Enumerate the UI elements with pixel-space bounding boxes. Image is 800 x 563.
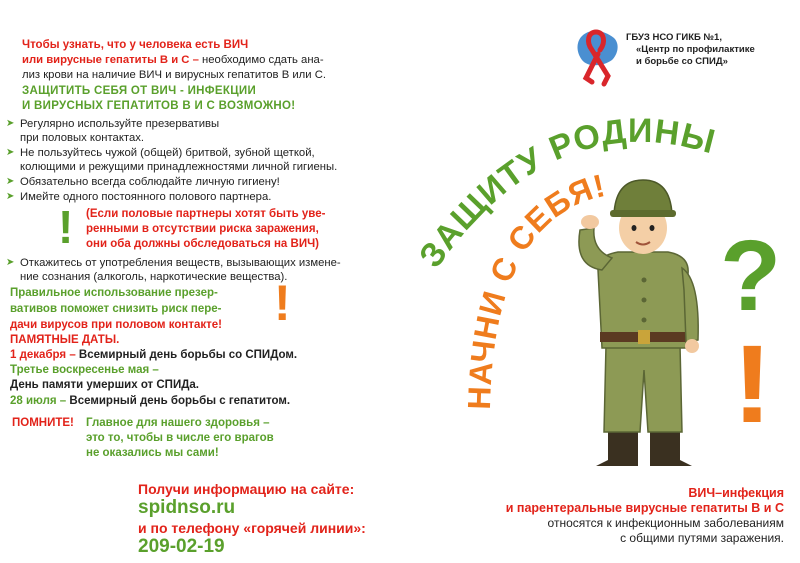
exclamation-icon: ! xyxy=(732,323,773,446)
remember-line3: не оказались мы сами! xyxy=(86,447,219,459)
exclamation-icon: ! xyxy=(58,201,74,253)
org-line2: «Центр по профилактике xyxy=(636,44,755,55)
bullet-5-line1: Откажитесь от употребления веществ, вызывающих измене- xyxy=(20,257,341,269)
partners-note-line2: ренными в отсутствии риска заражения, xyxy=(86,223,319,235)
intro-line3: лиз крови на наличие ВИЧ и вирусных гепатитов В или С. xyxy=(22,69,327,81)
bullet-icon: ➤ xyxy=(6,191,15,202)
left-panel xyxy=(0,0,398,563)
remember-line1: Главное для нашего здоровья – xyxy=(86,417,270,429)
site-link[interactable]: spidnso.ru xyxy=(138,497,236,518)
footer-line2: и парентеральные вирусные гепатиты В и С xyxy=(505,501,784,515)
condom-note-line3: дачи вирусов при половом контакте! xyxy=(10,319,222,331)
intro-line1: Чтобы узнать, что у человека есть ВИЧ xyxy=(22,39,249,51)
footer-line1: ВИЧ–инфекция xyxy=(688,486,784,500)
hotline-phone[interactable]: 209-02-19 xyxy=(138,536,225,557)
date-1: 1 декабря – Всемирный день борьбы со СПИДом. xyxy=(10,349,298,361)
partners-note-line1: (Если половые партнеры хотят быть уве- xyxy=(86,208,326,220)
bullet-1-line1: Регулярно используйте презервативы xyxy=(20,118,220,130)
org-line1: ГБУЗ НСО ГИКБ №1, xyxy=(626,32,722,43)
question-mark-icon: ? xyxy=(720,220,782,332)
date-3: 28 июля – Всемирный день борьбы с гепатитом. xyxy=(10,395,291,407)
remember-line2: это то, чтобы в числе его врагов xyxy=(86,432,274,444)
footer-line4: с общими путями заражения. xyxy=(620,531,784,545)
intro-line2: или вирусные гепатиты В и С – необходимо сдать ана- xyxy=(22,54,324,66)
right-panel xyxy=(398,0,800,563)
soldier-illustration xyxy=(568,170,718,470)
bullet-icon: ➤ xyxy=(6,118,15,129)
bullet-2-line2: колющими и режущими принадлежностями личной гигиены. xyxy=(20,161,338,173)
phone-label: и по телефону «горячей линии»: xyxy=(138,520,366,536)
bullet-icon: ➤ xyxy=(6,147,15,158)
condom-note-line1: Правильное использование презер- xyxy=(10,287,218,299)
protect-heading-line1: ЗАЩИТИТЬ СЕБЯ ОТ ВИЧ - ИНФЕКЦИИ xyxy=(22,85,257,97)
condom-note-line2: вативов поможет снизить риск пере- xyxy=(10,303,222,315)
site-label: Получи информацию на сайте: xyxy=(138,481,355,497)
slogan-top: ЗАЩИТУ РОДИНЫ xyxy=(411,111,720,275)
bullet-3-line1: Обязательно всегда соблюдайте личную гигиену! xyxy=(20,176,280,188)
bullet-1-line2: при половых контактах. xyxy=(20,132,145,144)
footer-line3: относятся к инфекционным заболеваниям xyxy=(547,516,784,530)
protect-heading-line2: И ВИРУСНЫХ ГЕПАТИТОВ В И С ВОЗМОЖНО! xyxy=(22,100,296,112)
bullet-icon: ➤ xyxy=(6,176,15,187)
remember-label: ПОМНИТЕ! xyxy=(12,417,74,429)
date-2: Третье воскресенье мая – xyxy=(10,364,159,376)
org-line3: и борьбе со СПИД» xyxy=(636,56,728,67)
slogan-bottom: НАЧНИ С СЕБЯ! xyxy=(460,166,610,411)
bullet-5-line2: ние сознания (алкоголь, наркотические вещества). xyxy=(20,271,288,283)
partners-note-line3: они оба должны обследоваться на ВИЧ) xyxy=(86,238,319,250)
bullet-icon: ➤ xyxy=(6,257,15,268)
exclamation-icon: ! xyxy=(274,275,291,331)
bullet-4-line1: Имейте одного постоянного полового партнера. xyxy=(20,191,272,203)
date-2-text: День памяти умерших от СПИДа. xyxy=(10,379,199,391)
dates-heading: ПАМЯТНЫЕ ДАТЫ. xyxy=(10,334,120,346)
bullet-2-line1: Не пользуйтесь чужой (общей) бритвой, зубной щеткой, xyxy=(20,147,315,159)
